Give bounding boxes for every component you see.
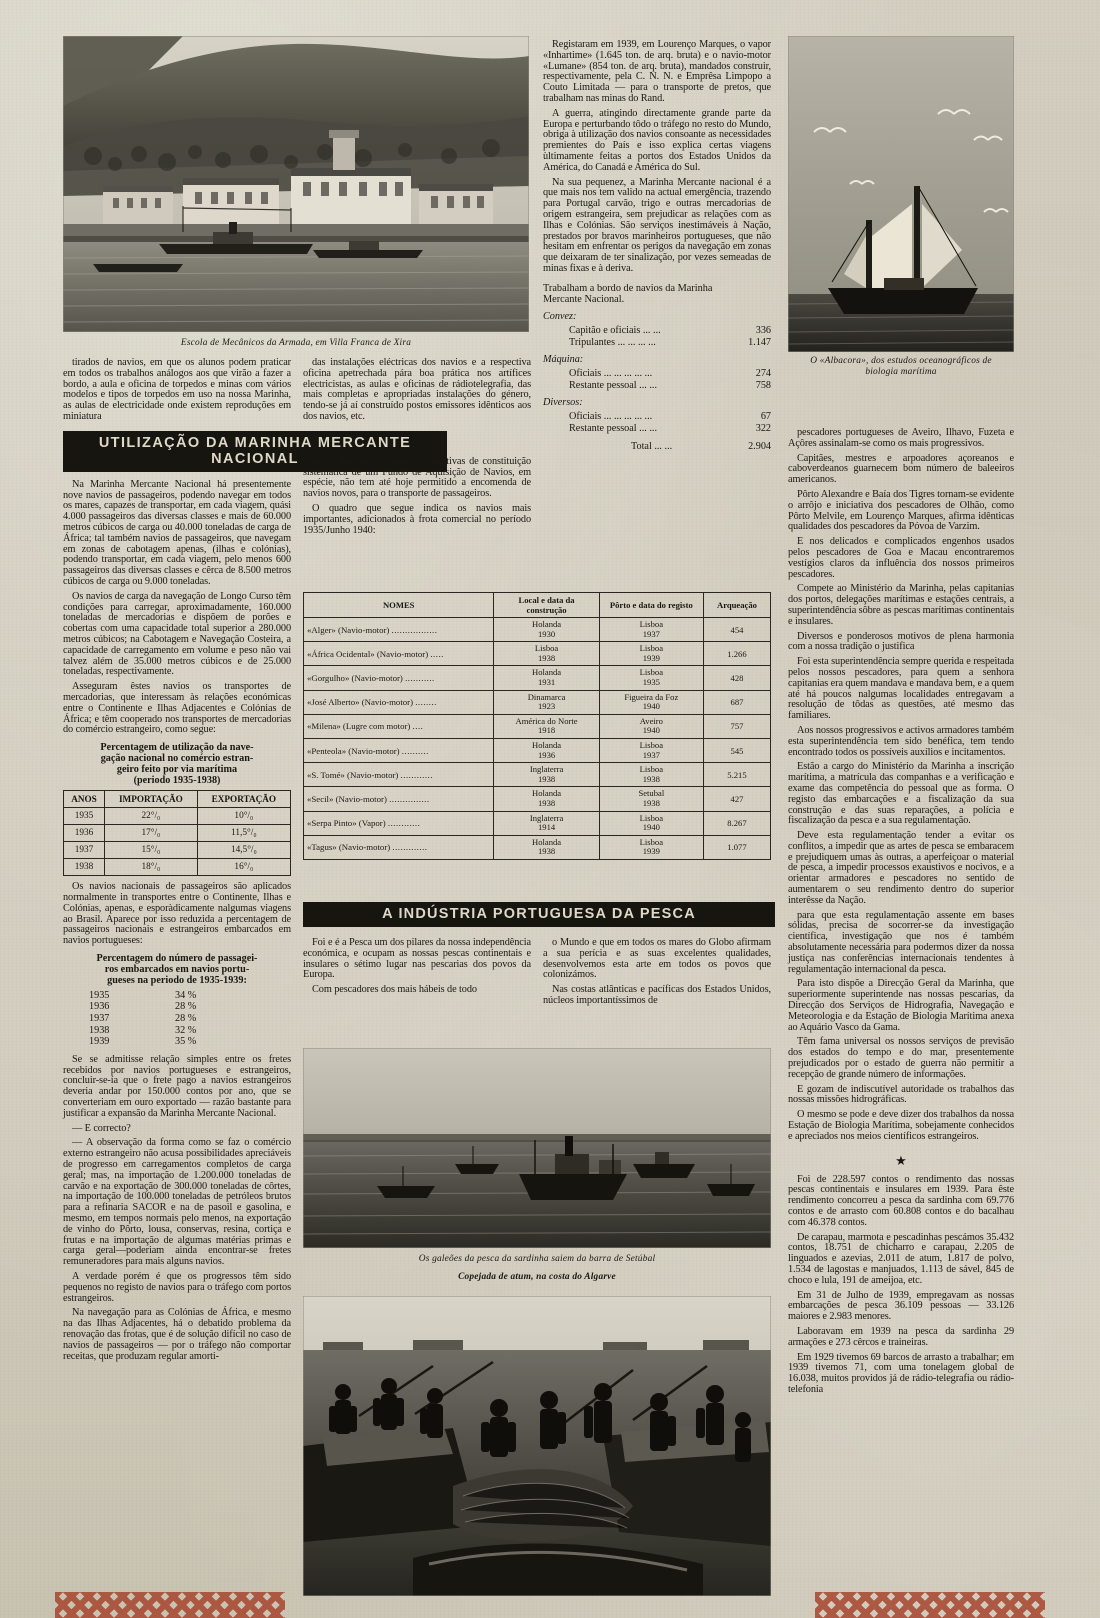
section-heading-label: UTILIZAÇÃO DA MARINHA MERCANTE NACIONAL bbox=[98, 434, 412, 467]
table-row: 1935 22°/₀ 10°/₀ bbox=[64, 808, 291, 825]
photo-naval-school bbox=[63, 36, 529, 332]
th-years: ANOS bbox=[64, 791, 105, 808]
caption-line-2: biologia marítima bbox=[865, 367, 937, 377]
crew-title: Trabalham a bordo de navios da Marinha Mercante Nacional. bbox=[543, 282, 713, 306]
c4-p18: Em 31 de Julho de 1939, empregavam as nossas embarcações de pesca 36.109 pessoas — 33.126 maiores e 2.983 menores. bbox=[788, 1289, 1014, 1323]
crew-row: Restante pessoal ... ... 758 bbox=[569, 379, 771, 391]
table-row: «Serpa Pinto» (Vapor) ............ Inglaterra 1914 Lisboa 1940 8.267 bbox=[304, 811, 771, 835]
fish-c2-p2: Com pescadores dos mais hábeis de todo bbox=[312, 984, 477, 996]
c4-p4: E nos delicados e complicados engenhos usados pelos pescadores de Goa e Macau encontraremos vestígios claros da influência dos nossos primeiros pescadores. bbox=[788, 536, 1014, 580]
c4-p14: E gozam de indiscutível autoridade os trabalhos das nossas missões hidrográficas. bbox=[788, 1083, 1014, 1106]
decorative-border-left bbox=[55, 1592, 285, 1618]
c1-paragraph-3: Os navios de carga da navegação de Longo Curso têm condições para carregar, aproximadamente, 160.000 toneladas de mercadorias e dispõem de porões e cobertas com uma capacidade total superior a 280.000 metros cúbicos; na Cabotagem e Navegação Costeira, a capacidade de carregamento em volume e peso não vai talvez além de 35.000 metros cúbicos e de 25.000 toneladas, respectivamente. bbox=[63, 590, 291, 678]
table-new-ships bbox=[303, 592, 771, 860]
star-divider: ★ bbox=[895, 1152, 907, 1168]
section-heading-fishing-industry bbox=[303, 902, 775, 927]
table-row: «Gorgulho» (Navio-motor) ........... Holanda 1931 Lisboa 1935 428 bbox=[304, 666, 771, 690]
fish-c3-p1: o Mundo e que em todos os mares do Globo afirmam a sua perícia e as suas excelentes qualidades, desenvolvemos esta arte em todos os povos que colonizámos. bbox=[543, 937, 771, 981]
fleet-table-wrap bbox=[303, 592, 771, 860]
th-built: Local e data da construção bbox=[494, 593, 599, 618]
caption-text: Escola de Mecânicos da Armada, em Villa Franca de Xira bbox=[180, 338, 412, 348]
photo-albacora-vessel bbox=[788, 36, 1014, 352]
crew-statistics bbox=[543, 283, 771, 453]
c1-paragraph-7: — E correcto? bbox=[72, 1122, 131, 1134]
table-row: «S. Tomé» (Navio-motor) ............ Inglaterra 1938 Lisboa 1938 5.215 bbox=[304, 763, 771, 787]
crew-group-label: Convez: bbox=[543, 310, 577, 322]
c1-paragraph-9: A verdade porém é que os progressos têm sido pequenos no registo de navios para o tráfego com portos estrangeiros. bbox=[63, 1271, 291, 1304]
table-row: «Secil» (Navio-motor) ............... Holanda 1938 Setubal 1938 427 bbox=[304, 787, 771, 811]
fishing-intro-col3 bbox=[543, 938, 771, 1011]
table-row: 1938 18°/₀ 16°/₀ bbox=[64, 859, 291, 876]
photo-tuna-fishing bbox=[303, 1296, 771, 1596]
crew-row: Oficiais ... ... ... ... ... 67 bbox=[569, 410, 771, 422]
th-registered: Pôrto e data do registo bbox=[599, 593, 703, 618]
fishing-intro-col2 bbox=[303, 938, 531, 1000]
crew-row: Restante pessoal ... ... 322 bbox=[569, 422, 771, 434]
caption-line-2: Copejada de atum, na costa do Algarve bbox=[458, 1272, 616, 1282]
c4-p15: O mesmo se pode e deve dizer dos trabalhos da nossa Estação de Biologia Marítima, sobejamente conhecidos e apreciados nos meios científicos estrangeiros. bbox=[788, 1109, 1014, 1142]
list-item: 1935 34 % bbox=[89, 989, 197, 1001]
th-names: NOMES bbox=[304, 593, 494, 618]
caption-line-1: Os galeões da pesca da sardinha saiem da barra de Setúbal bbox=[418, 1254, 656, 1264]
c4-p11: para que esta regulamentação assente em bases sólidas, precisa de socorrer-se da investigação científica, investigação que nos é também absolutamente necessária para podermos dizer da nossa justiça nas conferências internacionais tendentes à regulamentação internacional da pesca. bbox=[788, 909, 1014, 975]
decorative-border-right bbox=[815, 1592, 1045, 1618]
c2-paragraph-1: das instalações eléctricas dos navios e a respectiva oficina apetrechada pára boa prática nos artífices electricistas, as aulas e oficinas de rádiotelegrafia, das mais completas e apropriadas instalações do género, tendo-se já aí construído postos emissores idênticos aos dos navios, etc. bbox=[303, 357, 531, 422]
table-row: 1937 15°/₀ 14,5°/₀ bbox=[64, 842, 291, 859]
c4-p12: Para isto dispõe a Direcção Geral da Marinha, que superiormente superintende nas nossas pescarias, da Direcção dos Serviços de Hidrografia, Navegação e Meteorologia e da Estação de Biologia Marítima anexa ao Aquário Vasco da Gama. bbox=[788, 978, 1014, 1033]
table-row: «Milena» (Lugre com motor) .... América do Norte 1918 Aveiro 1940 757 bbox=[304, 714, 771, 738]
caption-line-1: O «Albacora», dos estudos oceanográficos de bbox=[810, 356, 992, 366]
list-item: 1939 35 % bbox=[89, 1036, 197, 1048]
c4-p2: Capitães, mestres e arpoadores açoreanos e caboverdeanos guarnecem bom número de baleeiros americanos. bbox=[788, 452, 1014, 486]
c4-p3: Pôrto Alexandre e Baía dos Tigres tornam-se evidente o arrôjo e iniciativa dos pescadores de Olhão, como Pôrto Melvile, em Lourenço Marques, afirma idênticas qualidades dos pescadores da Póvoa de Varzim. bbox=[788, 488, 1014, 533]
c4-p16: Foi de 228.597 contos o rendimento das nossas pescas continentais e insulares em 1939. Para êste rendimento concorreu a pesca da sardinha com 69.776 contos e de arrasto com 60.808 contos e do bacalhau com 46.378 contos. bbox=[788, 1173, 1014, 1228]
c4-p1: pescadores portugueses de Aveiro, Ilhavo, Fuzeta e Açôres assinalam-se como os mais progressivos. bbox=[788, 427, 1014, 449]
list-item: 1937 28 % bbox=[89, 1013, 197, 1025]
c1-paragraph-8: — A observação da forma como se faz o comércio externo estrangeiro não acusa possibilidades apreciáveis de progresso em carregamentos completos de carga geral; mas, na importação de 1.200.000 toneladas de carvão e na exportação de 300.000 toneladas de côrtes, na importação de 100.000 toneladas de petróleos brutos para a refinaria SACOR e na de pasoil e gasolina, e mesmo, em tempos normais pelo menos, na exportação de vinho do Pôrto, lousa, conservas, resina, cortiça e frutas e na importação de algumas matérias primas e carga geral—poderiam ainda encontrar-se fretes remuneradores para mais alguns navios. bbox=[63, 1137, 291, 1268]
table-row: 1936 17°/₀ 11,5°/₀ bbox=[64, 825, 291, 842]
crew-group-label: Diversos: bbox=[543, 396, 583, 408]
caption-albacora bbox=[788, 356, 1014, 378]
c1-paragraph-1: tirados de navios, em que os alunos podem praticar em todos os trabalhos análogos aos que virão a fazer a bordo, a aula e oficina de torpedos e minas com vários modelos e tipos de torpedos em uso na nossa Marinha, as aulas de electricidade onde existem reproduções em miniatura bbox=[63, 357, 291, 422]
fish-c3-p2: Nas costas atlânticas e pacíficas dos Estados Unidos, núcleos importantíssimos de bbox=[543, 984, 771, 1006]
caption-tuna bbox=[303, 1272, 771, 1283]
c1-paragraph-2: Na Marinha Mercante Nacional há presentemente nove navios de passageiros, podendo navegar em todos os mares, capazes de transportar, em cada viagem, quási 4.000 passageiros das diversas classes e mais de 60.000 metros cúbicos de carga ou 40.000 toneladas de carga de África; tal também navios de passageiros, que navegam em zonas de cabotagem apenas, (ilhas e colónias), podendo transportar, em cada viagem, pelo menos 600 passageiros das diversas classes e cêrca de 8.500 metros cúbicos de carga ou 9.000 toneladas. bbox=[63, 478, 292, 587]
table-row: «Penteola» (Navio-motor) .......... Holanda 1936 Lisboa 1937 545 bbox=[304, 738, 771, 762]
list-item: 1936 28 % bbox=[89, 1001, 197, 1013]
c1-paragraph-10: Na navegação para as Colónias de África, e mesmo na das Ilhas Adjacentes, há o debatido problema da renovação das frotas, que é de solução difícil no caso de navios de passageiros — por o tráfego não comportar receitas, que produzam regular amorti- bbox=[63, 1307, 291, 1362]
c3-paragraph-1: Registaram em 1939, em Lourenço Marques, o vapor «Inhartime» (1.645 ton. de arq. bruta) e o navio-motor «Lumane» (854 ton. de arq. bruta), mandados construir, respectivamente, pela C. N. N. e Emprêsa Limpopo a Couto Limitada — para o transporte de pretos, que trabalham nas minas do Rand. bbox=[543, 39, 771, 104]
c4-p17: De carapau, marmota e pescadinhas pescámos 35.432 contos, 18.751 de chicharro e carapau, 2.205 de linguados e azevias, 2.011 de atum, 1.817 de polvo, 1.534 de lagostas e manjuados, 1.113 de sável, 845 de choco e lula, 191 de ameijoa, etc. bbox=[788, 1231, 1014, 1286]
list-item: 1938 32 % bbox=[89, 1024, 197, 1036]
table-usage-percentages bbox=[63, 790, 291, 876]
c4-p9: Estão a cargo do Ministério da Marinha a inscrição marítima, a matrícula das companhas e a verificação e exame das competência do pessoal que as forma. O registo das embarcações e a fiscalização da sua construção e das suas reparações, a polícia e fiscalização da pesca e a sua regulamentação. bbox=[788, 761, 1014, 827]
crew-row: Capitão e oficiais ... ... 336 bbox=[569, 324, 771, 336]
list-passenger-percentages bbox=[63, 990, 291, 1048]
section-heading-label: A INDÚSTRIA PORTUGUESA DA PESCA bbox=[382, 906, 696, 922]
c1-paragraph-6: Se se admitisse relação simples entre os fretes recebidos por navios portugueses e estrangeiros, concluir-se-ía que o frete pago a navios estrangeiros deveria andar por 150.000 contos por ano, que se converteriam em ouro exportado — razão bastante para justificar a expansão da Marinha Mercante Nacional. bbox=[63, 1053, 291, 1119]
table2-title: Percentagem do número de passagei- ros embarcados em navios portu- gueses na periodo de 1935-1939: bbox=[96, 952, 258, 986]
th-tonnage: Arqueação bbox=[703, 593, 770, 618]
caption-sardine-galleons bbox=[303, 1254, 771, 1265]
c4-p5: Compete ao Ministério da Marinha, pelas capitanias dos portos, delegações marítimas e estações centrais, a superintendência sôbre as pescas marítimas continentais e insulares. bbox=[788, 583, 1014, 627]
c1-paragraph-5: Os navios nacionais de passageiros são aplicados normalmente in transportes entre o Continente, Ilhas e Colónias, apenas, e esporàdicamente nalgumas viagens ao Brasil. Aparece por isso reduzida a percentagem de passageiros nacionais e estrangeiros embarcados em navios portugueses: bbox=[63, 881, 291, 947]
table-row: «Tagus» (Navio-motor) ............. Holanda 1938 Lisboa 1939 1.077 bbox=[304, 835, 771, 859]
th-export: EXPORTAÇÃO bbox=[197, 791, 290, 808]
fish-c2-p1: Foi e é a Pesca um dos pilares da nossa independência económica, e ocupam as nossas pescas continentais e insulares o sétimo lugar nas pescarias dos povos da Europa. bbox=[303, 937, 531, 981]
c2-paragraph-3: O quadro que segue indica os navios mais importantes, adicionados à frota comercial no período 1935/Junho 1940: bbox=[303, 502, 531, 536]
th-import: IMPORTAÇÃO bbox=[105, 791, 198, 808]
photo-sardine-galleons bbox=[303, 1048, 771, 1248]
crew-total-row: Total ... ... 2.904 bbox=[631, 440, 771, 452]
table-row: «Alger» (Navio-motor) ................. Holanda 1930 Lisboa 1937 454 bbox=[304, 618, 771, 642]
c3-paragraph-3: Na sua pequenez, a Marinha Mercante nacional é a que mais nos tem valido na actual emergência, trazendo para Portugal carvão, trigo e outras mercadorias de origem estrangeira, sem prejudicar as relações com as Ilhas e Colónias. São serviços inestimáveis à Nação, prestados por bravos marinheiros portugueses, que não hesitam em enfrentar os perigos da navegação em zonas que deixaram de ter sinalização, por vezes semeadas de minas fixas e à deriva. bbox=[543, 176, 771, 274]
column-4 bbox=[788, 428, 1014, 1400]
crew-row: Tripulantes ... ... ... ... 1.147 bbox=[569, 336, 771, 348]
table-row: «José Alberto» (Navio-motor) ........ Dinamarca 1923 Figueira da Foz 1940 687 bbox=[304, 690, 771, 714]
table1-title: Percentagem de utilização da nave- gação nacional no comércio estran- geiro feito por via marítima (periodo 1935-1938) bbox=[100, 742, 254, 787]
c4-p20: Em 1929 tivemos 69 barcos de arrasto a trabalhar; em 1939 tivemos 71, com uma tonelagem global de 16.038, muitos providos já de rádio-telegrafia ou rádio-telefonia bbox=[788, 1351, 1014, 1395]
c4-p19: Laboravam em 1939 na pesca da sardinha 29 armações e 273 cêrcos e traineiras. bbox=[788, 1325, 1014, 1348]
c2-paragraph-2: zação dos navios: todas as tentativas de constituição sistemática de um Fundo de Aquisição de Navios, em espécie, não tem até hoje permitido a encomenda de navios novos, para o transporte de passageiros. bbox=[303, 455, 531, 500]
c1-paragraph-4: Asseguram êstes navios os transportes de mercadorias, que interessam às relações económicas entre o Continente e Ilhas Adjacentes e Colónias de África; e têm cooperado nos transportes de mercadorias do comércio estrangeiro, como segue: bbox=[63, 681, 291, 736]
c4-p8: Aos nossos progressivos e activos armadores também esta superintendência tem sido benéfica, tem tendo encontrado todos os possíveis auxílios e incitamentos. bbox=[788, 724, 1014, 758]
table-row: «África Ocidental» (Navio-motor) ..... Lisboa 1938 Lisboa 1939 1.266 bbox=[304, 642, 771, 666]
caption-naval-school bbox=[63, 338, 529, 349]
c4-p7: Foi esta superintendência sempre querida e respeitada pelos nossos pescadores, para quem a senhora capitanias era quem mandava e mandava bem, e a quem até há poucos nalgumas localidades entregavam a resolução de tôdas as questões, até mesmo das familiares. bbox=[788, 656, 1014, 722]
c3-paragraph-2: A guerra, atingindo directamente grande parte da Europa e perturbando tôdo o tráfego no resto do Mundo, obriga à utilização dos navios consoante as necessidades premientes do País e isso explica certas viagens ùltimamente feitas a portos dos Estados Unidos da América, do Canadá e América do Sul. bbox=[543, 107, 771, 173]
crew-group-label: Máquina: bbox=[543, 353, 584, 365]
column-2 bbox=[303, 358, 531, 540]
column-3 bbox=[543, 40, 771, 453]
c4-p6: Diversos e ponderosos motivos de plena harmonia com a nossa tradição o justifica bbox=[788, 630, 1014, 653]
c4-p10: Deve esta regulamentação tender a evitar os conflitos, a impedir que as artes de pesca se embaracem e prejudiquem umas às outras, a aperfeiçoar o material de pesca, a impedir processos exaustivos e nocivos, e a orientar armadores e pescadores no sentido de aumentarem o seu rendimento dentro do superior interêsse da Nação. bbox=[788, 830, 1014, 906]
crew-row: Oficiais ... ... ... ... ... 274 bbox=[569, 367, 771, 379]
c4-p13: Têm fama universal os nossos serviços de previsão dos estados do tempo e do mar, presentemente prejudicados por o estado de guerra não permitir a recepção de grande número de informações. bbox=[788, 1036, 1014, 1080]
